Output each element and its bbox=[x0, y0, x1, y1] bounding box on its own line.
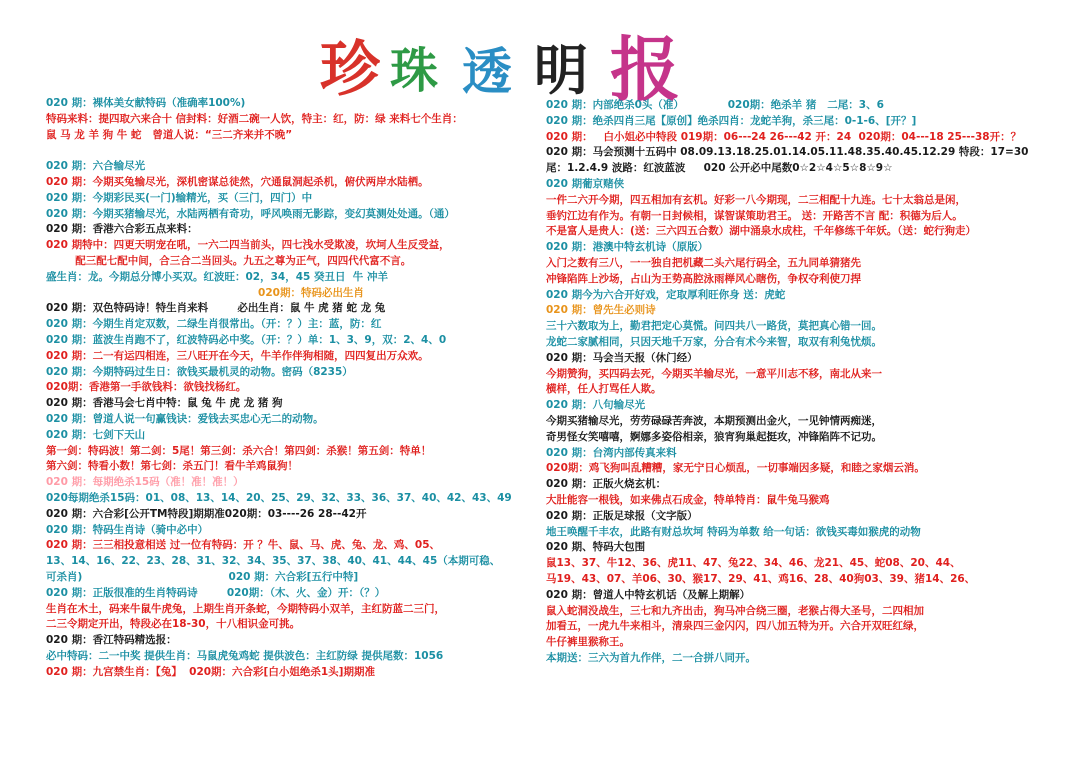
text-line: 必中特码：二一中奖 提供生肖：马鼠虎兔鸡蛇 提供波色：主红防绿 提供尾数：1056 bbox=[46, 649, 444, 662]
text-line: 盛生肖：龙。今期总分博小买双。红波旺：02，34，45 癸丑日 牛 冲羊 bbox=[46, 270, 388, 283]
title-char: 明 bbox=[534, 38, 588, 102]
text-line: 020 期：香江特码精选报： bbox=[46, 634, 177, 647]
text-line: 一件二六开今期，四五相加有玄机。好彩一八今期现，二三相配十九连。七十太翁总是闲， bbox=[546, 193, 966, 206]
text-line: 020 期：六合输尽光 bbox=[46, 160, 146, 173]
text-line: 020期：香港第一手欲钱料：欲钱找杨红。 bbox=[46, 381, 247, 394]
text-line: 鼠 马 龙 羊 狗 牛 蛇 曾道人说：“三二齐来并不晚” bbox=[46, 128, 293, 141]
text-line: 不是富人是贵人：(送：三六四五合数）湖中涌泉水成柱，千年修练千年妖。（送：蛇行狗走） bbox=[546, 225, 977, 238]
text-line: 020 期：曾道人说一句赢钱诀：爱钱去买忠心无二的动物。 bbox=[46, 412, 324, 425]
text-line: 尾：1.2.4.9 波路：红波蓝波 020 公开必中尾数0☆2☆4☆5☆8☆9☆ bbox=[546, 162, 893, 175]
text-line: 020 期： 白小姐必中特段 019期：06---24 26---42 开：24 020期：04---18 25---38开：？ bbox=[546, 130, 1022, 143]
text-line: 020 期：七剑下天山 bbox=[46, 428, 146, 441]
text-line: 13、14、16、22、23、28、31、32、34、35、37、38、40、41、44、45（本期可稳、 bbox=[46, 555, 501, 568]
title-char: 珍 bbox=[320, 35, 380, 105]
text-line: 020 期：港澳中特玄机诗（原版） bbox=[546, 241, 709, 254]
title-char: 透 bbox=[462, 42, 512, 101]
text-line: 020 期：二一有运四相连，三八旺开在今天，牛羊作伴狗相随，四四复出万众欢。 bbox=[46, 349, 429, 362]
text-line: 020 期：今期特码过生日：欲钱买最机灵的动物。密码（8235） bbox=[46, 365, 353, 378]
text-line: 今期买猪输尽光，劳劳碌碌苦奔波，本期预测出金火，一见钟情两痴迷， bbox=[546, 414, 882, 427]
text-line: 奇男怪女笑嘻嘻，婀娜多姿俗相亲，狼宵狗巢起挺攻，冲锋陷阵不记功。 bbox=[546, 430, 882, 443]
text-line: 020 期葡京赌侠 bbox=[546, 177, 625, 190]
text-line: 加看五，一虎九牛来相斗，清泉四三金闪闪，四八加五特为开。六合开双旺红绿， bbox=[546, 620, 924, 633]
text-line: 马19、43、07、羊06、30、猴17、29、41、鸡16、28、40狗03、39、猪14、26、 bbox=[546, 572, 976, 585]
text-line: 二三令期定开出，特段必在18-30，十八相识金可挑。 bbox=[46, 618, 301, 631]
text-line: 020 期：绝杀四肖三尾【原创】绝杀四肖：龙蛇羊狗，杀三尾：0-1-6、[开？] bbox=[546, 114, 917, 127]
text-line: 龙蛇二家腻相同，只因天地千万家，分合有术今来智，取双有利兔忧烦。 bbox=[546, 335, 882, 348]
text-line: 020 期：裸体美女献特码（准确率100%) bbox=[46, 97, 246, 109]
text-line: 020 期：台湾内部传真来料 bbox=[546, 446, 677, 459]
text-line: 第一剑：特码波！第二剑：5尾！第三剑：杀六合！第四剑：杀猴！第五剑：特单！ bbox=[46, 444, 432, 457]
text-line: 020 期：双色特码诗！特生肖来料 必出生肖：鼠 牛 虎 猪 蛇 龙 兔 bbox=[46, 302, 386, 315]
text-line: 020 期：马会预测十五码中 08.09.13.18.25.01.14.05.11.48.35.40.45.12.29 特段：17=30 bbox=[546, 146, 1029, 159]
text-line: 020 期：特码生肖诗（骑中必中） bbox=[46, 523, 209, 536]
text-line: 三十六数取为上，勤君把定心莫慌。问四共八一路货，莫把真心错一回。 bbox=[546, 320, 882, 333]
text-line: 牛仔裤里猴称王。 bbox=[546, 636, 630, 649]
text-line: 大肚能容一根钱，如来佛点石成金，特单特肖：鼠牛兔马猴鸡 bbox=[546, 493, 830, 506]
text-line: 020 期：今期彩民买(一门)输精光，买（三门，四门）中 bbox=[46, 191, 313, 204]
text-line: 鼠13、37、牛12、36、虎11、47、兔22、34、46、龙21、45、蛇08、20、44、 bbox=[546, 557, 961, 570]
text-line: 垂钓江边有作为。有朝一日封候相，谋智谋策助君王。 送：开路苦不言 配：积德为后人。 bbox=[546, 209, 963, 222]
text-line: 020期：鸡飞狗叫乱糟糟，家无宁日心烦乱，一切事端因多疑，和睦之家烟云消。 bbox=[546, 462, 925, 475]
text-line: 020 期：八句输尽光 bbox=[546, 399, 646, 412]
text-line: 020 期特中：四更天明宠在吼，一六二四当前头，四七浅水受欺凌，坎坷人生反受益， bbox=[46, 239, 450, 252]
left-column bbox=[46, 96, 516, 680]
text-line: 020 期：今期买兔输尽光，深机密谋总徒然，穴通鼠洞起杀机，俯伏两岸水陆栖。 bbox=[46, 175, 429, 188]
text-line: 020 期：三三相投意相送 过一位有特码：开 ？牛、鼠、马、虎、兔、龙、鸡、05、 bbox=[46, 539, 440, 552]
text-line: 今期赞狗，买四码去死，今期买羊输尽光，一意平川志不移，南北从来一 bbox=[546, 367, 882, 380]
text-line: 020 期：正版足球报（文字版） bbox=[546, 509, 698, 522]
text-line: 第六剑：特看小数！第七剑：杀五门！看牛羊鸡鼠狗！ bbox=[46, 460, 298, 473]
title-char: 珠 bbox=[390, 43, 439, 99]
text-line: 020 期今为六合开好戏，定取厚利旺你身 送：虎蛇 bbox=[546, 288, 786, 301]
title-char: 报 bbox=[610, 28, 680, 111]
text-line: 020 期：今期生肖定双数，二绿生肖很常出。（开：？）主：蓝，防：红 bbox=[46, 318, 382, 331]
text-line: 020 期：曾先生必则诗 bbox=[546, 304, 656, 317]
text-line: 020 期：曾道人中特玄机话（及解上期解） bbox=[546, 588, 751, 601]
text-line: 020期：特码必出生肖 bbox=[46, 286, 364, 299]
text-line: 横样，任人打骂任人欺。 bbox=[546, 383, 662, 396]
text-line: 入门之数有三八，一一独自把机藏二头六尾行码全，五九同单猜猪先 bbox=[546, 256, 861, 269]
text-line: 020 期：九宫禁生肖：【兔】 020期：六合彩[白小姐绝杀1头]期期准 bbox=[46, 665, 375, 678]
text-line: 冲锋陷阵上沙场，占山为王势高腔泳雨榉风心瞎伤，争权夺利使刀捍 bbox=[546, 272, 861, 285]
text-line: 可杀肖) 020 期：六合彩[五行中特] bbox=[46, 570, 359, 583]
text-line: 020 期：蓝波生肖跑不了，红波特码必中奖。（开：？）单：1、3、9，双：2、4、0 bbox=[46, 333, 447, 346]
text-line: 020 期：内部绝杀0头（准） 020期：绝杀羊 猪 二尾：3、6 bbox=[546, 99, 884, 111]
text-line: 地王唤醒千丰农，此路有财总坎坷 特码为单数 给一句话：欲钱买毒如猴虎的动物 bbox=[546, 525, 921, 538]
text-line: 特码来料：提四取六来合十 信封料：好酒二碗一人饮，特主：红，防：绿 来料七个生肖： bbox=[46, 112, 463, 125]
text-line: 020每期绝杀15码：01、08、13、14、20、25、29、32、33、36、37、40、42、43、49 bbox=[46, 491, 512, 504]
spacer bbox=[46, 143, 516, 159]
text-line: 020 期：每期绝杀15码（准！准！准！） bbox=[46, 476, 244, 489]
text-line: 020 期：正版很准的生肖特码诗 020期：（木、火、金）开：（？） bbox=[46, 586, 386, 599]
text-line: 020 期：六合彩[公开TM特段]期期准020期：03----26 28--42开 bbox=[46, 507, 367, 520]
text-line: 020 期：马会当天报（休门经） bbox=[546, 351, 698, 364]
text-line: 020 期：香港马会七肖中特：鼠 兔 牛 虎 龙 猪 狗 bbox=[46, 397, 283, 410]
text-line: 020 期、特码大包围 bbox=[546, 541, 646, 554]
text-line: 鼠入蛇洞没战生，三七和九齐出击，狗马冲合绕三圈，老猴占得大圣号，二四相加 bbox=[546, 604, 924, 617]
right-column bbox=[546, 98, 1046, 667]
text-line: 本期送：三六为首九作伴，二一合拼八同开。 bbox=[546, 651, 756, 664]
text-line: 020 期：香港六合彩五点来料： bbox=[46, 223, 198, 236]
text-line: 020 期：今期买猪输尽光，水陆两栖有奇功，呼风唤雨无影踪，变幻莫测处处通。（通） bbox=[46, 207, 455, 220]
text-line: 生肖在木土，码来牛鼠牛虎兔，上期生肖开条蛇，今期特码小双羊，主红防蓝二三门， bbox=[46, 602, 445, 615]
text-line: 配三配七配中间，合三合二当回头。九五之尊为正气，四四代代富不言。 bbox=[46, 254, 412, 267]
text-line: 020 期：正版火烧玄机： bbox=[546, 478, 667, 491]
